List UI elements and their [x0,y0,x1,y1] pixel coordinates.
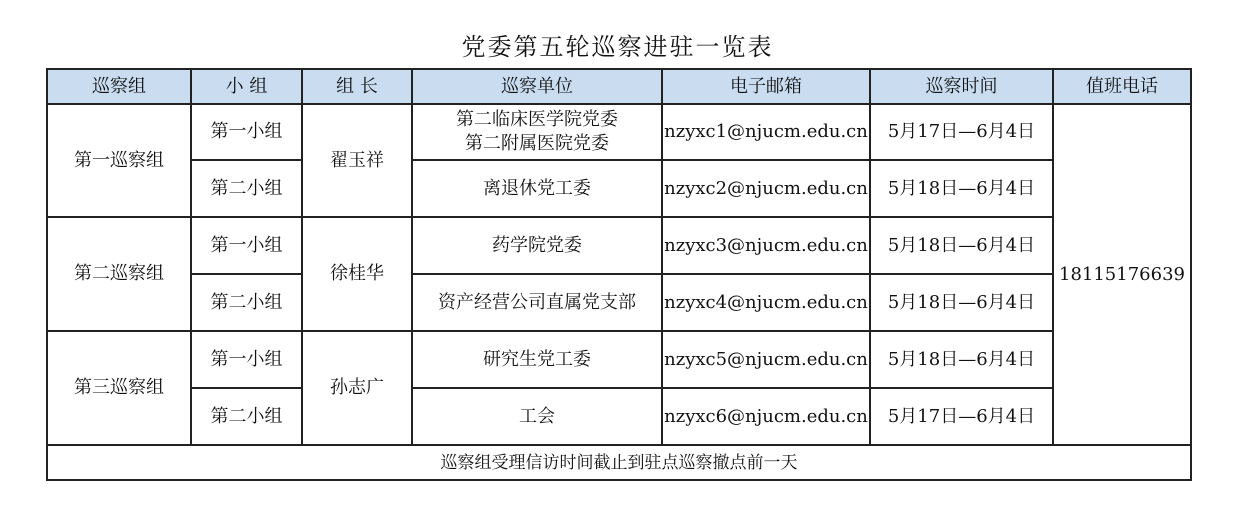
email-cell: nzyxc4@njucm.edu.cn [662,274,870,331]
table-note-row [47,445,1191,480]
subgroup-cell: 第二小组 [191,274,302,331]
table-row [47,388,1191,445]
unit-cell: 药学院党委 [412,217,662,274]
time-cell: 5月18日—6月4日 [870,331,1053,388]
header-unit: 巡察单位 [412,69,662,104]
header-email: 电子邮箱 [662,69,870,104]
header-leader: 组 长 [302,69,412,104]
unit-cell: 工会 [412,388,662,445]
header-subgroup: 小 组 [191,69,302,104]
unit-line: 第二附属医院党委 [465,133,609,154]
group-name-cell: 第三巡察组 [47,331,191,445]
page-title: 党委第五轮巡察进驻一览表 [461,33,774,61]
phone-cell: 18115176639 [1053,104,1191,445]
header-time: 巡察时间 [870,69,1053,104]
leader-cell: 孙志广 [302,331,412,445]
email-cell: nzyxc6@njucm.edu.cn [662,388,870,445]
time-cell: 5月18日—6月4日 [870,160,1053,217]
subgroup-cell: 第二小组 [191,160,302,217]
leader-cell: 徐桂华 [302,217,412,331]
inspection-schedule-table [46,68,1192,481]
time-cell: 5月18日—6月4日 [870,217,1053,274]
table-row [47,331,1191,388]
table-header-row [47,69,1191,104]
table-row [47,274,1191,331]
subgroup-cell: 第一小组 [191,331,302,388]
subgroup-cell: 第一小组 [191,217,302,274]
group-name-cell: 第一巡察组 [47,104,191,217]
header-phone: 值班电话 [1053,69,1191,104]
time-cell: 5月18日—6月4日 [870,274,1053,331]
unit-line: 第二临床医学院党委 [456,109,618,130]
email-cell: nzyxc3@njucm.edu.cn [662,217,870,274]
leader-cell: 翟玉祥 [302,104,412,217]
table-row [47,160,1191,217]
time-cell: 5月17日—6月4日 [870,388,1053,445]
unit-cell: 研究生党工委 [412,331,662,388]
group-name-cell: 第二巡察组 [47,217,191,331]
unit-cell: 资产经营公司直属党支部 [412,274,662,331]
subgroup-cell: 第二小组 [191,388,302,445]
header-group: 巡察组 [47,69,191,104]
email-cell: nzyxc1@njucm.edu.cn [662,104,870,160]
unit-cell: 离退休党工委 [412,160,662,217]
subgroup-cell: 第一小组 [191,104,302,160]
time-cell: 5月17日—6月4日 [870,104,1053,160]
email-cell: nzyxc2@njucm.edu.cn [662,160,870,217]
table-note: 巡察组受理信访时间截止到驻点巡察撤点前一天 [47,445,1191,480]
email-cell: nzyxc5@njucm.edu.cn [662,331,870,388]
table-row [47,217,1191,274]
table-row [47,104,1191,160]
unit-cell [412,104,662,160]
